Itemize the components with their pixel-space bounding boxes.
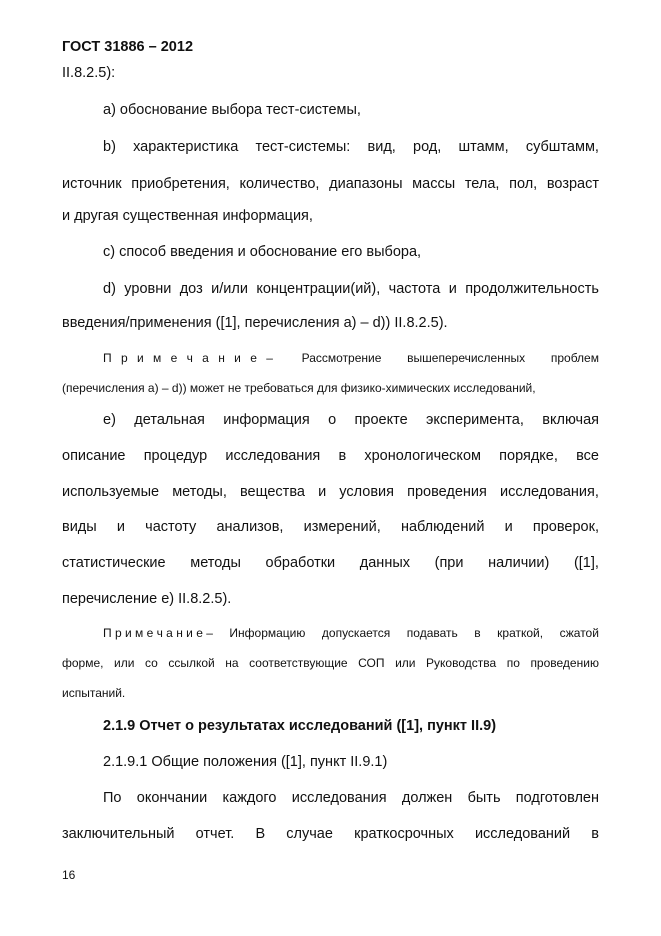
word: быть	[467, 790, 501, 806]
note-word: краткой,	[497, 626, 544, 640]
word: условия	[339, 484, 394, 500]
word: источник	[62, 176, 122, 192]
word: и	[504, 519, 513, 535]
word: случае	[286, 826, 333, 842]
word: количество,	[239, 176, 320, 192]
word: вещества	[240, 484, 305, 500]
word: обработки	[265, 555, 336, 571]
note-word: в	[474, 626, 481, 640]
word: штамм,	[458, 139, 509, 155]
justified-line	[62, 448, 599, 464]
note-line	[62, 656, 599, 670]
word: пол,	[509, 176, 538, 192]
word: и	[448, 281, 457, 297]
word: статистические	[62, 555, 166, 571]
word: методы	[190, 555, 241, 571]
word: проведения	[407, 484, 487, 500]
word: в	[338, 448, 347, 464]
justified-line	[62, 555, 599, 571]
word: наблюдений	[400, 519, 485, 535]
justified-line	[103, 790, 599, 806]
word: проведению	[530, 656, 599, 670]
word: включая	[542, 412, 599, 428]
word: используемые	[62, 484, 160, 500]
text-line: c) способ введения и обоснование его выбора,	[103, 244, 422, 260]
word: или	[395, 656, 416, 670]
word: уровни	[124, 281, 172, 297]
word: описание	[62, 448, 126, 464]
word: эксперимента,	[426, 412, 524, 428]
word: вид,	[367, 139, 396, 155]
word: отчет.	[195, 826, 235, 842]
justified-line	[103, 139, 599, 155]
word: П р и м е ч а н и е –	[103, 351, 276, 365]
word: ссылкой	[168, 656, 215, 670]
word: проверок,	[532, 519, 599, 535]
note-line: испытаний.	[62, 686, 126, 700]
word: проекте	[354, 412, 408, 428]
word: порядке,	[499, 448, 558, 464]
page-number: 16	[62, 868, 76, 882]
note-line: (перечисления a) – d)) может не требоваться для физико-химических исследований,	[62, 381, 536, 395]
word: данных	[359, 555, 410, 571]
word: В	[255, 826, 266, 842]
word: тела,	[464, 176, 500, 192]
word: хронологическом	[364, 448, 481, 464]
note-word: подавать	[406, 626, 458, 640]
word: По	[103, 790, 122, 806]
word: должен	[401, 790, 453, 806]
word: ([1],	[573, 555, 599, 571]
subsection-heading: 2.1.9.1 Общие положения ([1], пункт II.9.1)	[103, 754, 388, 770]
word: характеристика	[133, 139, 239, 155]
text-line: и другая существенная информация,	[62, 208, 313, 224]
word: Руководства	[426, 656, 497, 670]
word: концентрации(ий),	[256, 281, 381, 297]
word: о	[328, 412, 337, 428]
word: процедур	[143, 448, 208, 464]
text-line: введения/применения ([1], перечисления а) – d)) II.8.2.5).	[62, 315, 448, 331]
note-line	[103, 351, 599, 365]
word: методы,	[172, 484, 227, 500]
note-word: сжатой	[559, 626, 599, 640]
word: исследования	[291, 790, 387, 806]
justified-line	[62, 176, 599, 192]
word: d)	[103, 281, 116, 297]
word: приобретения,	[131, 176, 230, 192]
note-word: допускается	[321, 626, 391, 640]
word: и/или	[211, 281, 248, 297]
word: информация	[223, 412, 310, 428]
word: и	[318, 484, 327, 500]
word: и	[116, 519, 125, 535]
note-label: П р и м е ч а н и е –	[103, 626, 213, 640]
word: измерений,	[303, 519, 381, 535]
word: субштамм,	[525, 139, 599, 155]
word: детальная	[134, 412, 205, 428]
word: возраст	[546, 176, 599, 192]
word: со	[145, 656, 158, 670]
word: диапазоны	[329, 176, 403, 192]
word: окончании	[136, 790, 208, 806]
justified-line	[62, 519, 599, 535]
word: в	[591, 826, 599, 842]
word: по	[506, 656, 520, 670]
document-header: ГОСТ 31886 – 2012	[62, 39, 194, 55]
word: e)	[103, 412, 116, 428]
justified-line	[62, 826, 599, 842]
word: проблем	[550, 351, 599, 365]
word: частота	[388, 281, 441, 297]
word: подготовлен	[515, 790, 599, 806]
word: тест-системы:	[255, 139, 351, 155]
word: род,	[413, 139, 442, 155]
word: b)	[103, 139, 116, 155]
word: Рассмотрение	[301, 351, 382, 365]
word: анализов,	[216, 519, 284, 535]
word: доз	[179, 281, 203, 297]
text-line: а) обоснование выбора тест-системы,	[103, 102, 361, 118]
word: (при	[434, 555, 464, 571]
justified-line	[62, 484, 599, 500]
word: каждого	[222, 790, 277, 806]
justified-line	[103, 412, 599, 428]
word: исследований	[474, 826, 571, 842]
word: соответствующие	[249, 656, 348, 670]
note-word: Информацию	[229, 626, 306, 640]
word: СОП	[358, 656, 385, 670]
word: частоту	[145, 519, 197, 535]
text-line: II.8.2.5):	[62, 65, 116, 81]
word: все	[576, 448, 599, 464]
word: форме,	[62, 656, 104, 670]
word: исследования	[225, 448, 321, 464]
word: краткосрочных	[354, 826, 454, 842]
word: виды	[62, 519, 97, 535]
word: наличии)	[488, 555, 550, 571]
word: на	[225, 656, 239, 670]
word: или	[114, 656, 135, 670]
word: массы	[412, 176, 456, 192]
section-heading: 2.1.9 Отчет о результатах исследований ([1], пункт II.9)	[103, 718, 497, 734]
word: вышеперечисленных	[407, 351, 526, 365]
word: заключительный	[62, 826, 175, 842]
word: продолжительность	[465, 281, 599, 297]
justified-line	[103, 281, 599, 297]
word: исследования,	[499, 484, 599, 500]
note-line	[103, 626, 599, 640]
text-line: перечисление e) II.8.2.5).	[62, 591, 232, 607]
